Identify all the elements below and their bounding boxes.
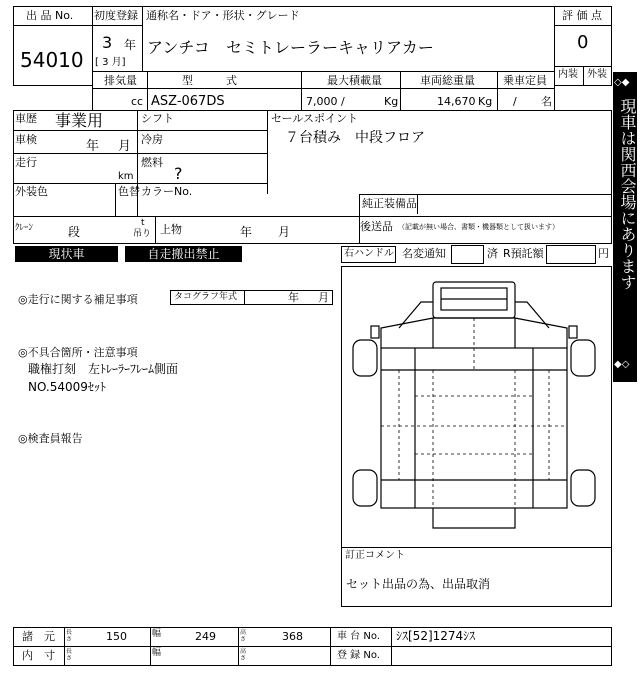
mileage-unit: km xyxy=(118,171,134,182)
exterior-label: 外装 xyxy=(587,69,607,80)
displacement-label: 排気量 xyxy=(104,74,137,87)
chassis-no: ｼｽ[52]1274ｼｽ xyxy=(396,629,476,643)
capacity-unit: 名 xyxy=(541,95,552,108)
defects-line-2: NO.54009ｾｯﾄ xyxy=(28,380,106,394)
length-label-inner: 長さ xyxy=(66,648,73,662)
width-label-outer: 幅 xyxy=(152,629,162,639)
crane-label: ｸﾚｰﾝ xyxy=(15,223,34,233)
inner-dimensions-label: 内 寸 xyxy=(22,649,55,662)
self-drive-prohibited-badge: 自走搬出禁止 xyxy=(125,246,242,262)
sales-point-value: ７台積み 中段フロア xyxy=(285,130,425,146)
height-label-outer: 高さ xyxy=(240,629,247,643)
color-no-label: カラーNo. xyxy=(141,185,193,198)
crane-ton-label: 吊り xyxy=(133,229,152,239)
recycle-deposit-label: R預託額 xyxy=(503,247,544,260)
first-registration-label: 初度登録 xyxy=(94,9,138,22)
interior-label: 内装 xyxy=(558,69,578,80)
length-label-outer: 長さ xyxy=(66,629,73,643)
banner-top-mark: ◇◆ xyxy=(614,77,630,88)
model-name: セミトレーラーキャリアカー xyxy=(226,38,434,57)
gross-weight-label: 車両総重量 xyxy=(420,74,475,87)
evaluation-comment-text: セット出品の為、出品取消 xyxy=(346,577,491,591)
model-code-label: 型 式 xyxy=(182,74,237,87)
defects-title: ◎不具合箇所・注意事項 xyxy=(18,346,138,359)
evaluation-comment-label: 訂正コメント xyxy=(345,550,405,561)
gross-weight-unit: Kg xyxy=(478,95,493,108)
capacity-label: 乗車定員 xyxy=(503,74,547,87)
sales-point-label: セールスポイント xyxy=(271,112,359,125)
width-label-inner: 幅 xyxy=(152,648,162,658)
history-label: 車歴 xyxy=(15,112,37,125)
inspector-report-title: ◎検査員報告 xyxy=(18,432,83,445)
ac-label: 冷房 xyxy=(141,133,163,146)
lift-label: 上物 xyxy=(160,223,182,236)
defects-line-1: 職権打刻 左ﾄﾚｰﾗｰﾌﾚｰﾑ側面 xyxy=(28,362,179,376)
width-value: 249 xyxy=(195,630,216,643)
shipping-label: 後送品 xyxy=(360,220,393,233)
lift-month: 月 xyxy=(278,225,291,239)
tachograph-label: タコグラフ年式 xyxy=(174,292,238,302)
name-change-label: 名変通知 xyxy=(402,247,446,260)
exterior-color-label: 外装色 xyxy=(15,185,48,198)
shipping-note: （記載が無い場合、書類・機器類として扱います） xyxy=(398,223,559,231)
length-value: 150 xyxy=(106,630,127,643)
score-value: 0 xyxy=(577,32,589,53)
registration-no-label: 登 録 No. xyxy=(337,650,380,661)
fuel-label: 燃料 xyxy=(141,156,163,169)
maker-name: アンチコ xyxy=(147,38,210,57)
height-value: 368 xyxy=(282,630,303,643)
outer-dimensions-label: 諸 元 xyxy=(22,630,55,643)
crane-ton-t: t xyxy=(141,218,145,228)
max-load-value: 7,000 / xyxy=(306,95,345,108)
supplement-title: ◎走行に関する補足事項 xyxy=(18,293,138,306)
venue-banner xyxy=(613,72,637,382)
chassis-no-label: 車 台 No. xyxy=(337,631,380,642)
fuel-value: ? xyxy=(174,164,183,183)
vehicle-name-label: 通称名・ドア・形状・グレード xyxy=(146,9,300,22)
name-change-box xyxy=(451,245,484,264)
genuine-equipment-label: 純正装備品 xyxy=(362,197,417,210)
gross-weight-value: 14,670 xyxy=(437,95,476,108)
score-label: 評 価 点 xyxy=(562,9,602,22)
max-load-unit: Kg xyxy=(384,95,399,108)
first-registration-year: 3 xyxy=(102,33,113,52)
mileage-label: 走行 xyxy=(15,156,37,169)
crane-stage: 段 xyxy=(68,225,81,239)
history-value: 事業用 xyxy=(55,111,104,130)
recycle-deposit-box xyxy=(546,245,596,264)
recycle-label: 済 xyxy=(487,247,498,260)
banner-bottom-mark: ◆◇ xyxy=(614,359,630,370)
model-code: ASZ-067DS xyxy=(151,94,225,109)
inspection-year: 年 xyxy=(86,139,100,154)
displacement-unit: cc xyxy=(131,95,144,108)
lot-number: 54010 xyxy=(20,48,84,72)
vehicle-diagram xyxy=(341,266,612,548)
yen-label: 円 xyxy=(598,247,609,260)
lot-number-label: 出 品 No. xyxy=(26,9,74,22)
first-registration-year-unit: 年 xyxy=(124,38,137,52)
tachograph-month: 月 xyxy=(318,291,329,304)
color-swap-label: 色替 xyxy=(118,185,140,198)
right-hand-label: 右ハンドル xyxy=(344,248,394,259)
tachograph-year: 年 xyxy=(288,291,299,304)
height-label-inner: 高さ xyxy=(240,648,247,662)
max-load-label: 最大積載量 xyxy=(327,74,382,87)
capacity-value: / xyxy=(513,95,517,108)
first-registration-month: [ 3 月] xyxy=(95,57,126,68)
current-vehicle-badge: 現状車 xyxy=(15,246,118,262)
shift-label: シフト xyxy=(141,112,174,125)
inspection-label: 車検 xyxy=(15,133,37,146)
banner-text: 現車は関西会場にあります xyxy=(618,98,637,290)
inspection-month: 月 xyxy=(118,139,132,154)
lift-year: 年 xyxy=(240,225,253,239)
